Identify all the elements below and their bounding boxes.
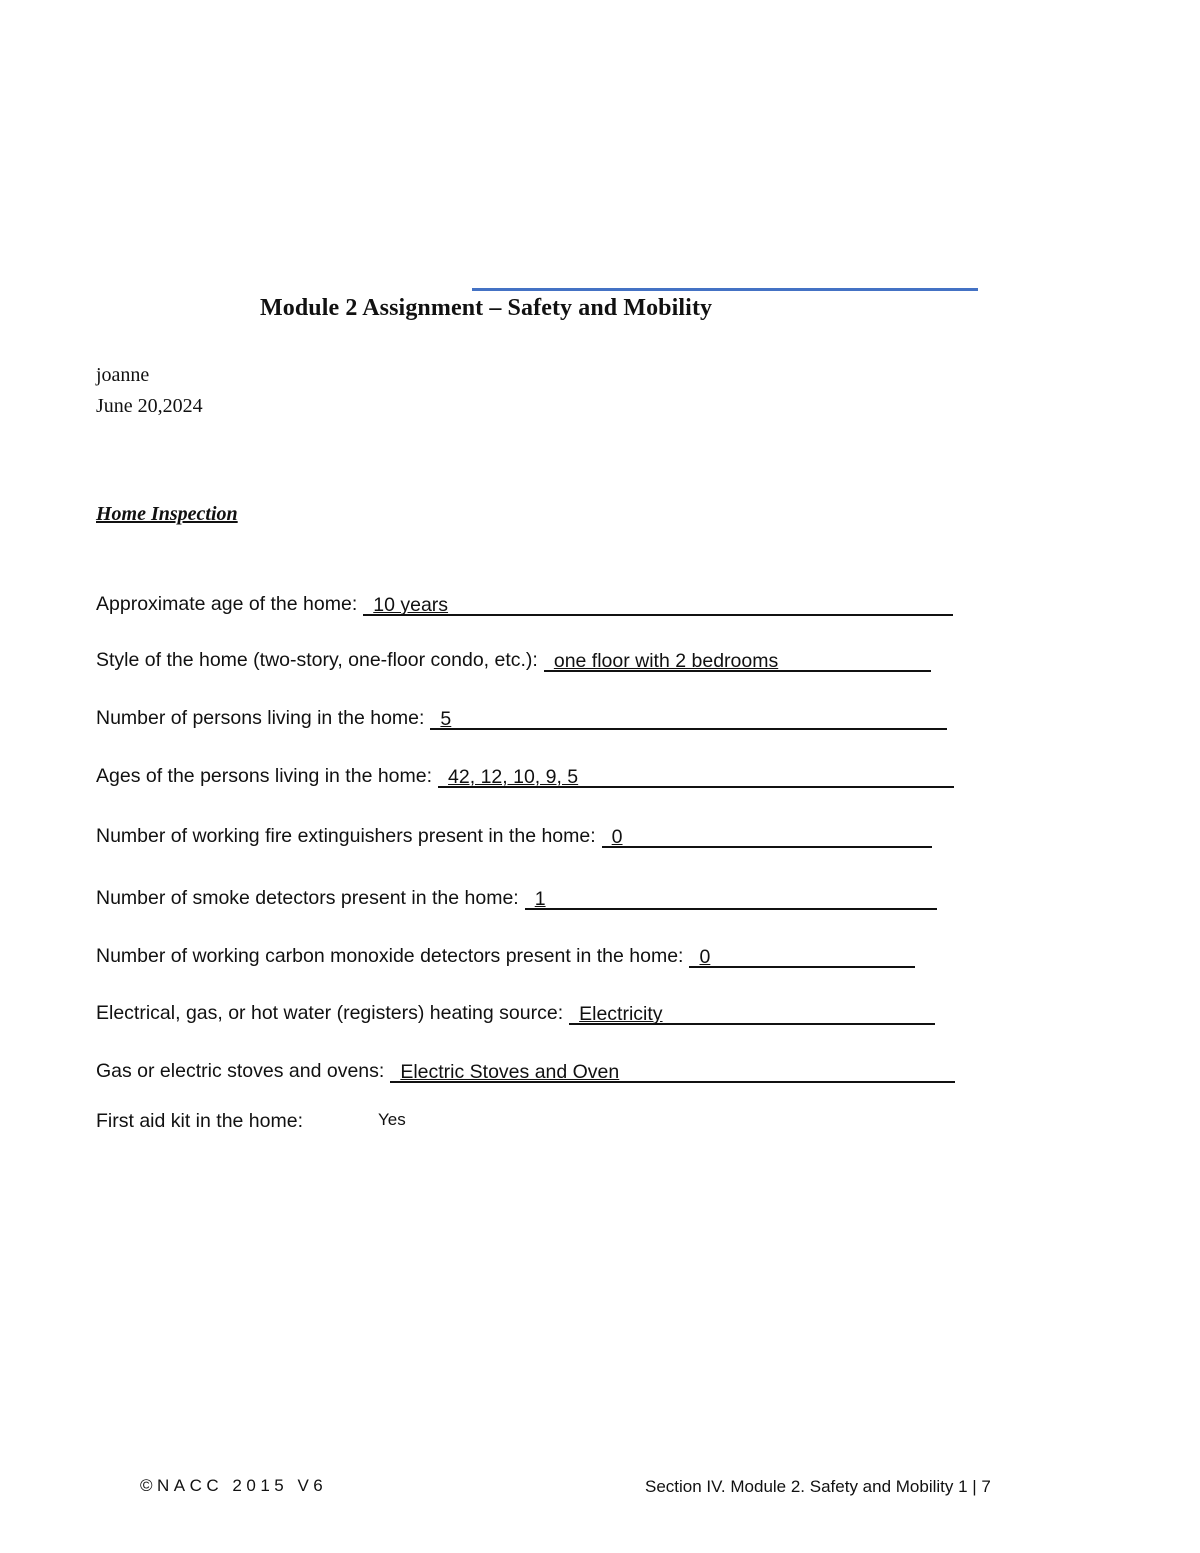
field-value: 1	[534, 888, 546, 910]
field-answer-line	[438, 766, 954, 788]
field-home-age	[96, 588, 953, 616]
field-label: Electrical, gas, or hot water (registers) heating source:	[96, 1002, 564, 1024]
field-persons-count	[96, 702, 947, 730]
field-co-detectors	[96, 940, 915, 968]
field-label: Number of working carbon monoxide detectors present in the home:	[96, 945, 684, 967]
field-answer-line	[390, 1061, 955, 1083]
field-stoves-ovens	[96, 1055, 955, 1083]
field-persons-ages	[96, 760, 954, 788]
section-heading: Home Inspection	[96, 503, 238, 525]
field-answer-line	[363, 594, 953, 616]
author-name: joanne	[96, 364, 150, 386]
field-value: 0	[611, 826, 623, 848]
field-value: 10 years	[373, 594, 449, 616]
document-title: Module 2 Assignment – Safety and Mobility	[260, 295, 713, 321]
header-rule	[472, 288, 978, 291]
field-value: one floor with 2 bedrooms	[553, 650, 779, 672]
field-label: First aid kit in the home:	[96, 1110, 303, 1132]
field-value: 0	[699, 946, 711, 968]
field-home-style	[96, 644, 931, 672]
footer-page-info: Section IV. Module 2. Safety and Mobility 1 | 7	[645, 1477, 991, 1496]
field-label: Number of working fire extinguishers present in the home:	[96, 825, 596, 847]
field-label: Gas or electric stoves and ovens:	[96, 1060, 385, 1082]
field-value: Electricity	[579, 1003, 663, 1025]
field-smoke-detectors	[96, 882, 937, 910]
field-answer-line	[602, 826, 932, 848]
field-answer-line	[544, 650, 931, 672]
field-value: 5	[440, 708, 452, 730]
field-label: Number of persons living in the home:	[96, 707, 425, 729]
field-label: Number of smoke detectors present in the home:	[96, 887, 519, 909]
field-heating-source	[96, 997, 935, 1025]
field-answer-line	[525, 888, 937, 910]
field-answer-line	[430, 708, 947, 730]
field-answer-line	[569, 1003, 935, 1025]
field-label: Style of the home (two-story, one-floor condo, etc.):	[96, 649, 538, 671]
field-value: 42, 12, 10, 9, 5	[448, 766, 579, 788]
field-value: Electric Stoves and Oven	[400, 1061, 620, 1083]
field-label: Ages of the persons living in the home:	[96, 765, 433, 787]
field-answer-line	[689, 946, 915, 968]
field-value: Yes	[378, 1110, 406, 1129]
footer-copyright: ©NACC 2015 V6	[140, 1476, 328, 1495]
document-date: June 20,2024	[96, 395, 203, 417]
field-fire-extinguishers	[96, 820, 932, 848]
field-label: Approximate age of the home:	[96, 593, 358, 615]
field-first-aid-kit	[96, 1105, 303, 1133]
